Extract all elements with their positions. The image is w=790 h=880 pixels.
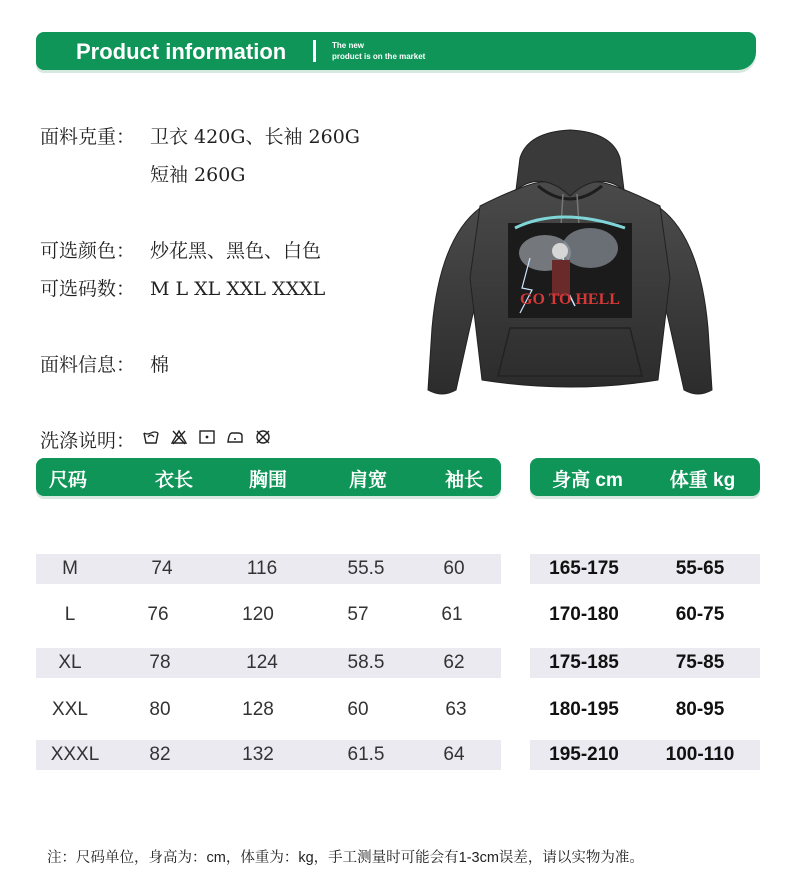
col-header-weight: 体重 kg [669, 470, 736, 491]
table-row [36, 600, 501, 630]
table-row [530, 695, 760, 725]
cell-length: 80 [149, 699, 171, 720]
cell-sleeve: 64 [443, 744, 465, 765]
spec-label: 面料克重： [40, 126, 136, 148]
fit-table-header [530, 458, 760, 496]
spec-fabric-weight [40, 122, 360, 149]
footnote: 注：尺码单位，身高为：cm，体重为：kg，手工测量时可能会有1-3cm误差，请以实物为准。 [47, 850, 644, 866]
cell-size: M [62, 558, 78, 579]
cell-shoulder: 60 [347, 699, 369, 720]
table-row [36, 740, 501, 770]
hand-wash-icon [142, 428, 160, 446]
spec-value: 炒花黑、黑色、白色 [150, 240, 322, 262]
cell-height: 195-210 [549, 744, 619, 765]
spec-label: 面料信息： [40, 354, 136, 376]
cell-size: XXL [52, 699, 88, 720]
spec-wash [40, 426, 150, 453]
table-row [530, 740, 760, 770]
cell-shoulder: 57 [347, 604, 369, 625]
spec-sizes [40, 274, 325, 301]
cell-height: 175-185 [549, 652, 619, 673]
banner-divider [313, 40, 316, 62]
spec-label: 可选码数： [40, 278, 136, 300]
cell-height: 170-180 [549, 604, 619, 625]
spec-fabric-weight-cont [150, 160, 245, 187]
iron-low-icon [226, 428, 244, 446]
cell-size: XL [58, 652, 82, 673]
cell-length: 78 [149, 652, 171, 673]
col-header-length: 衣长 [154, 470, 193, 491]
cell-weight: 60-75 [675, 604, 725, 625]
size-table-header [36, 458, 501, 496]
cell-weight: 75-85 [675, 652, 725, 673]
spec-value: 短袖 260G [150, 164, 246, 186]
cell-sleeve: 60 [443, 558, 465, 579]
header-banner [36, 32, 756, 70]
cell-length: 82 [149, 744, 171, 765]
col-header-size: 尺码 [48, 470, 87, 491]
table-row [36, 695, 501, 725]
col-header-chest: 胸围 [248, 470, 287, 491]
hoodie-print-text: GO TO HELL [520, 291, 620, 308]
care-icons [142, 428, 272, 446]
banner-subtitle [332, 40, 425, 62]
banner-subtitle-line2: product is on the market [332, 52, 426, 61]
tumble-dry-icon [198, 428, 216, 446]
cell-chest: 132 [242, 744, 274, 765]
cell-sleeve: 62 [443, 652, 465, 673]
col-header-sleeve: 袖长 [444, 470, 483, 491]
cell-length: 74 [151, 558, 173, 579]
cell-chest: 116 [246, 558, 278, 579]
hoodie-image [420, 128, 720, 418]
col-header-height: 身高 cm [552, 470, 623, 491]
cell-weight: 100-110 [665, 744, 735, 765]
cell-height: 165-175 [549, 558, 619, 579]
no-dry-clean-icon [254, 428, 272, 446]
cell-weight: 55-65 [675, 558, 725, 579]
table-row [36, 554, 501, 584]
table-row [36, 648, 501, 678]
no-bleach-icon [170, 428, 188, 446]
table-row [530, 554, 760, 584]
table-row [530, 600, 760, 630]
cell-size: L [64, 604, 76, 625]
cell-shoulder: 61.5 [347, 744, 385, 765]
cell-size: XXXL [50, 744, 100, 765]
spec-material [40, 350, 169, 377]
banner-title: Product information [76, 39, 287, 64]
cell-chest: 120 [242, 604, 274, 625]
cell-height: 180-195 [549, 699, 619, 720]
col-header-shoulder: 肩宽 [348, 470, 387, 491]
cell-chest: 124 [246, 652, 278, 673]
cell-sleeve: 63 [445, 699, 467, 720]
cell-shoulder: 55.5 [347, 558, 385, 579]
spec-value: 棉 [150, 354, 170, 376]
spec-value: 卫衣 420G、长袖 260G [150, 126, 360, 148]
cell-weight: 80-95 [675, 699, 725, 720]
cell-chest: 128 [242, 699, 274, 720]
banner-subtitle-line1: The new [332, 41, 365, 50]
table-row [530, 648, 760, 678]
cell-sleeve: 61 [441, 604, 463, 625]
cell-shoulder: 58.5 [347, 652, 385, 673]
spec-value: M L XL XXL XXXL [150, 278, 326, 300]
cell-length: 76 [147, 604, 169, 625]
spec-colors [40, 236, 321, 263]
spec-label: 洗涤说明： [40, 430, 136, 452]
spec-label: 可选颜色： [40, 240, 136, 262]
